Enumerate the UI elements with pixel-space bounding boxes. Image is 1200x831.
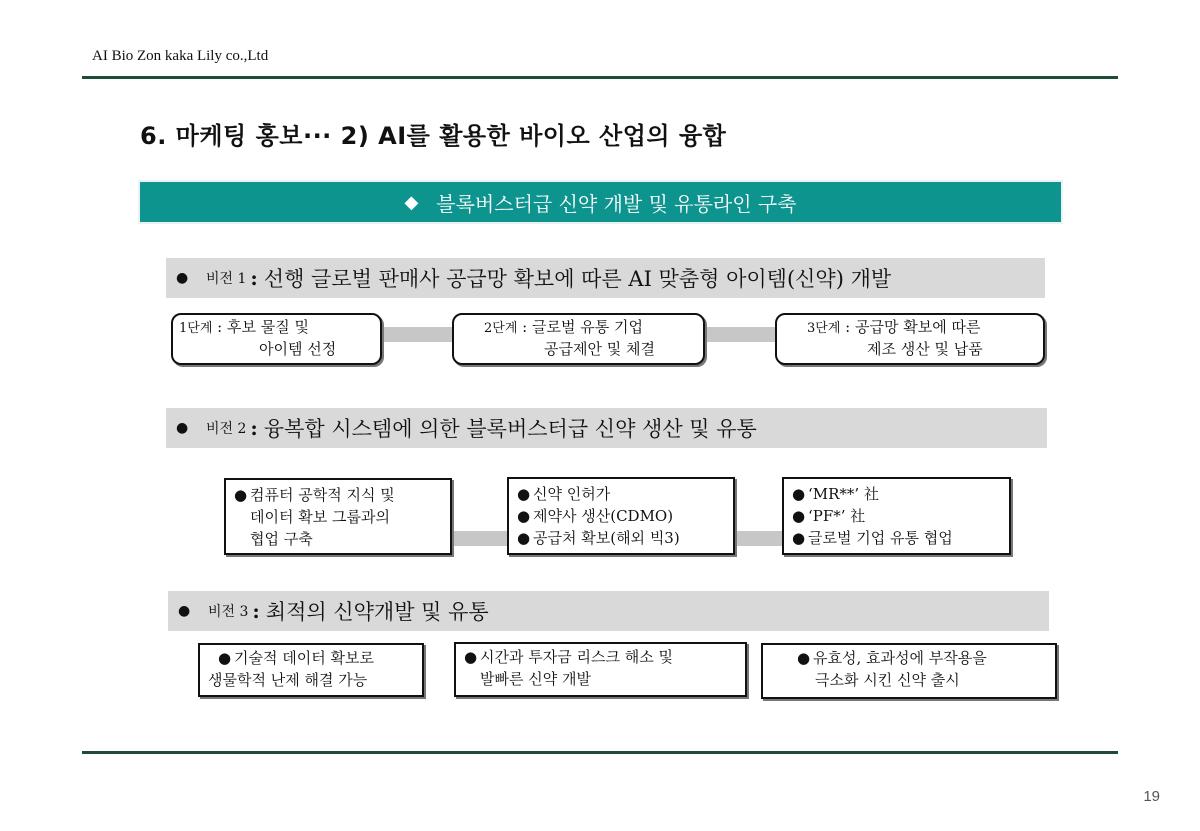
vision-2-box-1 bbox=[224, 478, 452, 555]
diamond-icon: ◆ bbox=[404, 191, 419, 213]
bullet-icon: ● bbox=[178, 603, 191, 619]
vision-2-box-2-item2: 제약사 생산(CDMO) bbox=[533, 507, 674, 525]
bottom-divider bbox=[82, 751, 1118, 754]
top-divider bbox=[82, 76, 1118, 79]
vision-3-colon: : bbox=[252, 599, 260, 623]
vision-3-box-2-line1: 시간과 투자금 리스크 해소 및 bbox=[480, 648, 673, 666]
vision-3-box-1-line2: 생물학적 난제 해결 가능 bbox=[208, 671, 368, 689]
step-2-line1: 글로벌 유통 기업 bbox=[531, 318, 643, 336]
vision-2-box-2 bbox=[507, 477, 735, 555]
company-name: AI Bio Zon kaka Lily co.,Ltd bbox=[92, 48, 269, 64]
banner-text: 블록버스터급 신약 개발 및 유통라인 구축 bbox=[436, 191, 797, 216]
vision-2-box-1-line3: 협업 구축 bbox=[250, 530, 313, 548]
bullet-icon: ● bbox=[792, 529, 806, 547]
vision-2-box-2-item3: 공급처 확보(해외 빅3) bbox=[533, 529, 680, 547]
vision-3-box-1 bbox=[198, 643, 424, 697]
bullet-icon: ● bbox=[464, 648, 478, 666]
bullet-icon: ● bbox=[517, 507, 531, 525]
vision-3-label: 비전 3 bbox=[208, 604, 249, 620]
vision-2-box-3-item2: ‘PF*’ 社 bbox=[808, 507, 866, 525]
vision-1-label: 비전 1 bbox=[206, 271, 247, 287]
step-3-line1: 공급망 확보에 따른 bbox=[854, 318, 981, 336]
step-1-line2: 아이템 선정 bbox=[259, 340, 337, 358]
page-title: 6. 마케팅 홍보··· 2) AI를 활용한 바이오 산업의 융합 bbox=[140, 122, 727, 150]
vision-3-text: 최적의 신약개발 및 유통 bbox=[265, 600, 489, 624]
bullet-icon: ● bbox=[218, 649, 232, 667]
vision-3-box-2-line2: 발빠른 신약 개발 bbox=[480, 670, 591, 688]
vision-3-box-3-line2: 극소화 시킨 신약 출시 bbox=[815, 671, 960, 689]
vision-2-text: 융복합 시스템에 의한 블록버스터급 신약 생산 및 유통 bbox=[263, 417, 757, 441]
bullet-icon: ● bbox=[517, 485, 531, 503]
page-number: 19 bbox=[1143, 788, 1160, 805]
vision-1-text: 선행 글로벌 판매사 공급망 확보에 따른 AI 맞춤형 아이템(신약) 개발 bbox=[263, 267, 892, 291]
bullet-icon: ● bbox=[234, 486, 248, 504]
vision-3-box-3 bbox=[761, 643, 1057, 699]
vision-2-box-1-line1: 컴퓨터 공학적 지식 및 bbox=[250, 486, 395, 504]
bullet-icon: ● bbox=[176, 270, 189, 286]
vision-2-box-3-item3: 글로벌 기업 유통 협업 bbox=[808, 529, 953, 547]
vision-2-label: 비전 2 bbox=[206, 421, 247, 437]
vision-3-bar bbox=[168, 591, 1049, 631]
step-3-line2: 제조 생산 및 납품 bbox=[867, 340, 983, 358]
bullet-icon: ● bbox=[792, 507, 806, 525]
bullet-icon: ● bbox=[176, 420, 189, 436]
vision-2-bar bbox=[166, 408, 1047, 448]
bullet-icon: ● bbox=[517, 529, 531, 547]
step-2-line2: 공급제안 및 체결 bbox=[544, 340, 655, 358]
bullet-icon: ● bbox=[797, 649, 811, 667]
vision-1-colon: : bbox=[250, 266, 258, 290]
step-1-box: 1단계 : 후보 물질 및 아이템 선정 bbox=[171, 313, 382, 365]
step-3-box: 3단계 : 공급망 확보에 따른 제조 생산 및 납품 bbox=[775, 313, 1045, 365]
vision-1-bar bbox=[166, 258, 1045, 298]
vision-3-box-3-line1: 유효성, 효과성에 부작용을 bbox=[813, 649, 987, 667]
vision-2-box-1-line2: 데이터 확보 그룹과의 bbox=[250, 508, 390, 526]
step-1-label: 1단계 bbox=[179, 321, 213, 336]
vision-2-box-3 bbox=[782, 477, 1011, 555]
vision-3-box-1-line1: 기술적 데이터 확보로 bbox=[234, 649, 374, 667]
vision-2-box-2-item1: 신약 인허가 bbox=[533, 485, 611, 503]
section-banner bbox=[140, 182, 1061, 222]
step-3-label: 3단계 bbox=[807, 321, 841, 336]
step-2-label: 2단계 bbox=[484, 321, 518, 336]
vision-3-box-2 bbox=[454, 642, 747, 697]
step-1-line1: 후보 물질 및 bbox=[226, 318, 309, 336]
bullet-icon: ● bbox=[792, 485, 806, 503]
vision-2-box-3-item1: ‘MR**’ 社 bbox=[808, 485, 879, 503]
step-2-box: 2단계 : 글로벌 유통 기업 공급제안 및 체결 bbox=[452, 313, 705, 365]
vision-2-colon: : bbox=[250, 416, 258, 440]
